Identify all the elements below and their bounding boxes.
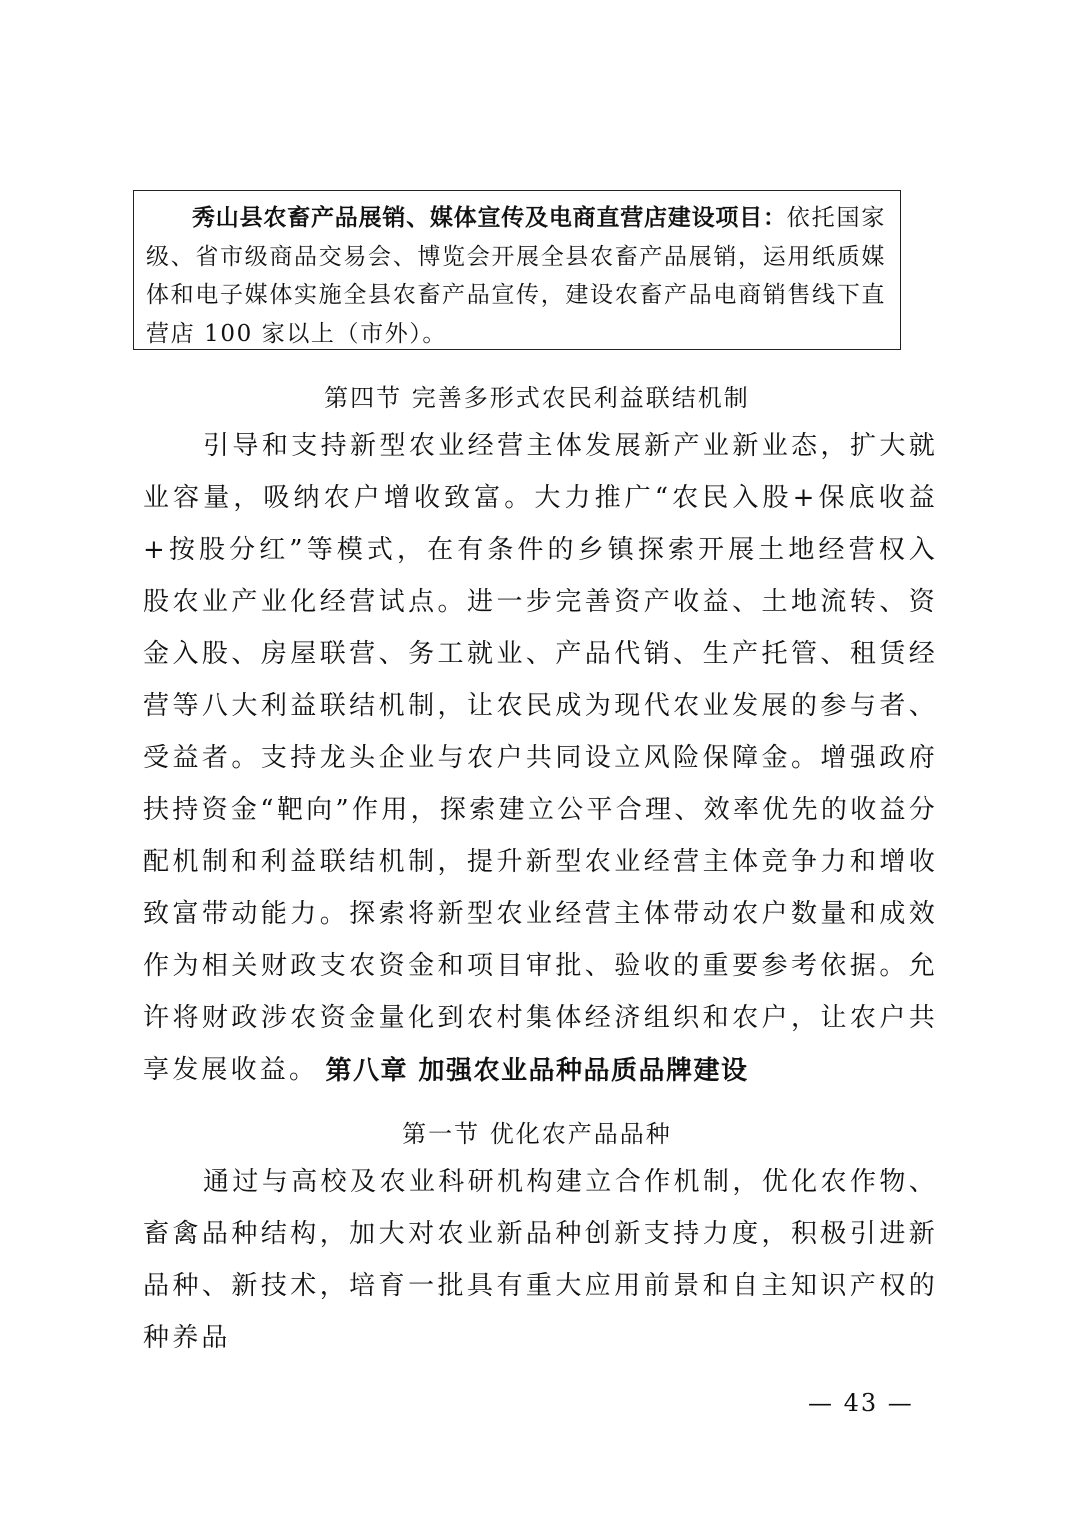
chapter-heading-8: 第八章 加强农业品种品质品牌建设 (325, 1056, 749, 1086)
page-number: — 43 — (808, 1389, 914, 1417)
section-heading-4: 第四节 完善多形式农民利益联结机制 (324, 384, 750, 412)
project-callout-box (133, 190, 901, 350)
section-4-paragraph: 引导和支持新型农业经营主体发展新产业新业态，扩大就业容量，吸纳农户增收致富。大力推广“农民入股+保底收益+按股分红”等模式，在有条件的乡镇探索开展土地经营权入股农业产业化经营试点。进一步完善资产收益、土地流转、资金入股、房屋联营、务工就业、产品代销、生产托管、租赁经营等八大利益联结机制，让农民成为现代农业发展的参与者、受益者。支持龙头企业与农户共同设立风险保障金。增强政府扶持资金“靶向”作用，探索建立公平合理、效率优先的收益分配机制和利益联结机制，提升新型农业经营主体竞争力和增收致富带动能力。探索将新型农业经营主体带动农户数量和成效作为相关财政支农资金和项目审批、验收的重要参考依据。允许将财政涉农资金量化到农村集体经济组织和农户，让农户共享发展收益。 (143, 431, 938, 1085)
section-heading-1: 第一节 优化农产品品种 (402, 1120, 672, 1148)
project-title: 秀山县农畜产品展销、媒体宣传及电商直营店建设项目： (192, 205, 787, 231)
section-1-paragraph: 通过与高校及农业科研机构建立合作机制，优化农作物、畜禽品种结构，加大对农业新品种创新支持力度，积极引进新品种、新技术，培育一批具有重大应用前景和自主知识产权的种养品 (143, 1167, 938, 1353)
project-description: 依托国家级、省市级商品交易会、博览会开展全县农畜产品展销，运用纸质媒体和电子媒体实施全县农畜产品宣传，建设农畜产品电商销售线下直营店 100 家以上（市外）。 (146, 205, 887, 347)
